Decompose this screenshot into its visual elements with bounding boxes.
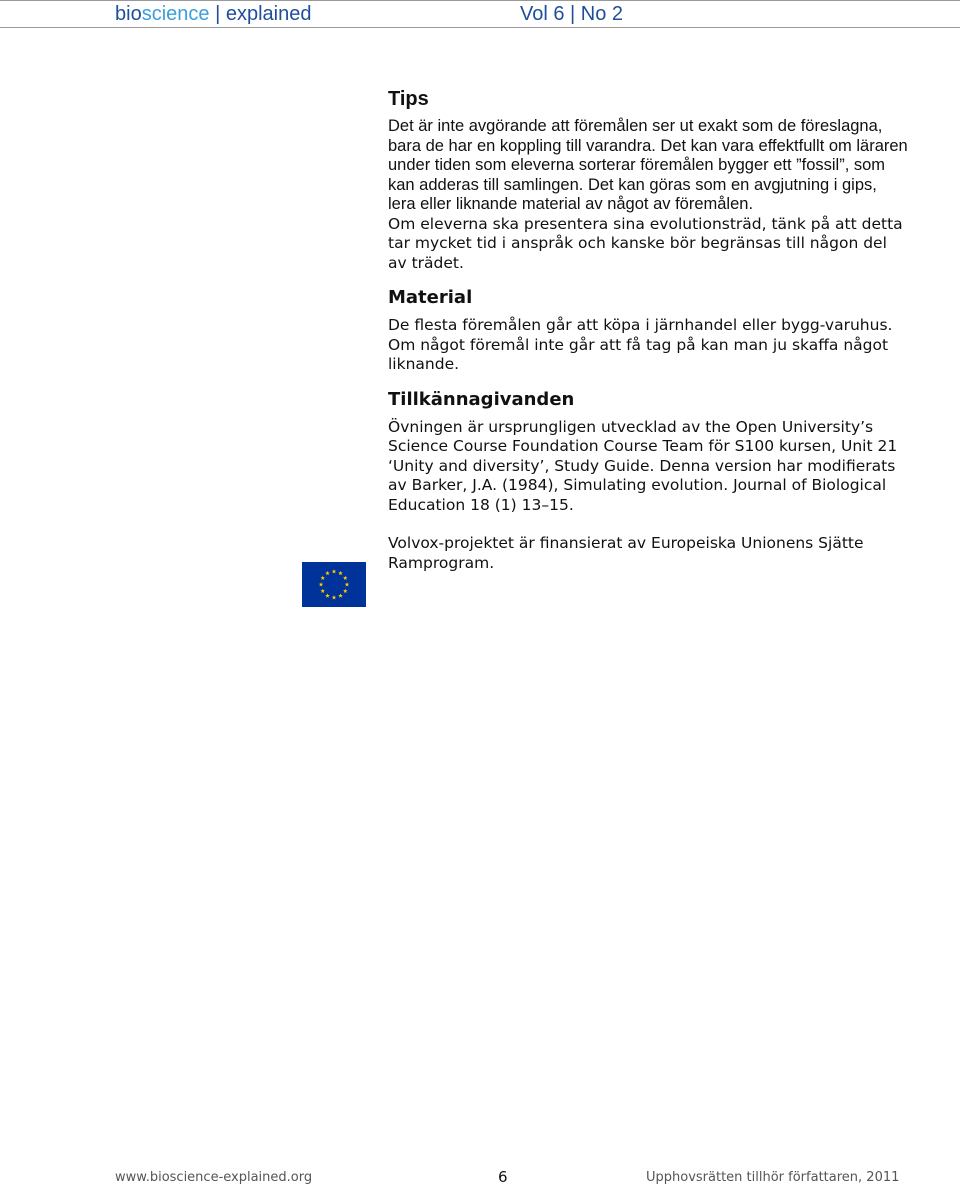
flag-star xyxy=(338,593,343,597)
flag-star xyxy=(338,571,343,575)
eu-flag-icon xyxy=(302,562,366,607)
flag-star xyxy=(320,576,325,580)
flag-star xyxy=(325,593,330,597)
flag-star xyxy=(343,589,348,593)
flag-star xyxy=(345,582,350,586)
footer-copyright: Upphovsrätten tillhör författaren, 2011 xyxy=(646,1170,900,1185)
funding-paragraph: Volvox-projektet är finansierat av Europeiska Unionens Sjätte Ramprogram. xyxy=(388,534,864,572)
flag-star xyxy=(332,595,337,599)
flag-star xyxy=(343,576,348,580)
brand-explained: explained xyxy=(225,3,312,25)
eu-flag-stars xyxy=(302,562,366,607)
tips-paragraph-1: Det är inte avgörande att föremålen ser ut exakt som de föreslagna, bara de har en koppling till varandra. Det kan vara effektfullt om läraren under tiden som eleverna sorterar föremålen bygger ett ”fossil”, som kan adderas till samlingen. Det kan göras som en avgjutning i gips, lera eller liknande material av något av föremålen. xyxy=(388,117,908,213)
tips-heading: Tips xyxy=(388,88,429,110)
material-paragraph: De flesta föremålen går att köpa i järnhandel eller bygg-varuhus. Om något föremål inte går att få tag på kan man ju skaffa något liknande. xyxy=(388,316,893,373)
journal-brand xyxy=(115,3,311,26)
material-heading: Material xyxy=(388,287,473,308)
brand-bio: bio xyxy=(115,3,142,25)
flag-star xyxy=(320,589,325,593)
acknowledgements-paragraph: Övningen är ursprungligen utvecklad av the Open University’s Science Course Foundation Course Team för S100 kursen, Unit 21 ‘Unity and diversity’, Study Guide. Denna version har modifierats av Barker, J.A. (1984), Simulating evolution. Journal of Biological Education 18 (1) 13–15. xyxy=(388,417,898,514)
brand-separator: | xyxy=(209,3,226,25)
page-number: 6 xyxy=(498,1168,508,1186)
main-content xyxy=(388,88,908,573)
tips-paragraph-2: Om eleverna ska presentera sina evolutionsträd, tänk på att detta tar mycket tid i anspråk och kanske bör begränsas till någon del av trädet. xyxy=(388,214,903,272)
page-header xyxy=(0,0,960,28)
flag-star xyxy=(332,569,337,573)
footer-website: www.bioscience-explained.org xyxy=(115,1170,313,1185)
brand-science: science xyxy=(141,3,210,25)
volume-issue: Vol 6 | No 2 xyxy=(520,3,624,25)
flag-star xyxy=(325,571,330,575)
flag-star xyxy=(319,582,324,586)
acknowledgements-heading: Tillkännagivanden xyxy=(388,388,575,410)
